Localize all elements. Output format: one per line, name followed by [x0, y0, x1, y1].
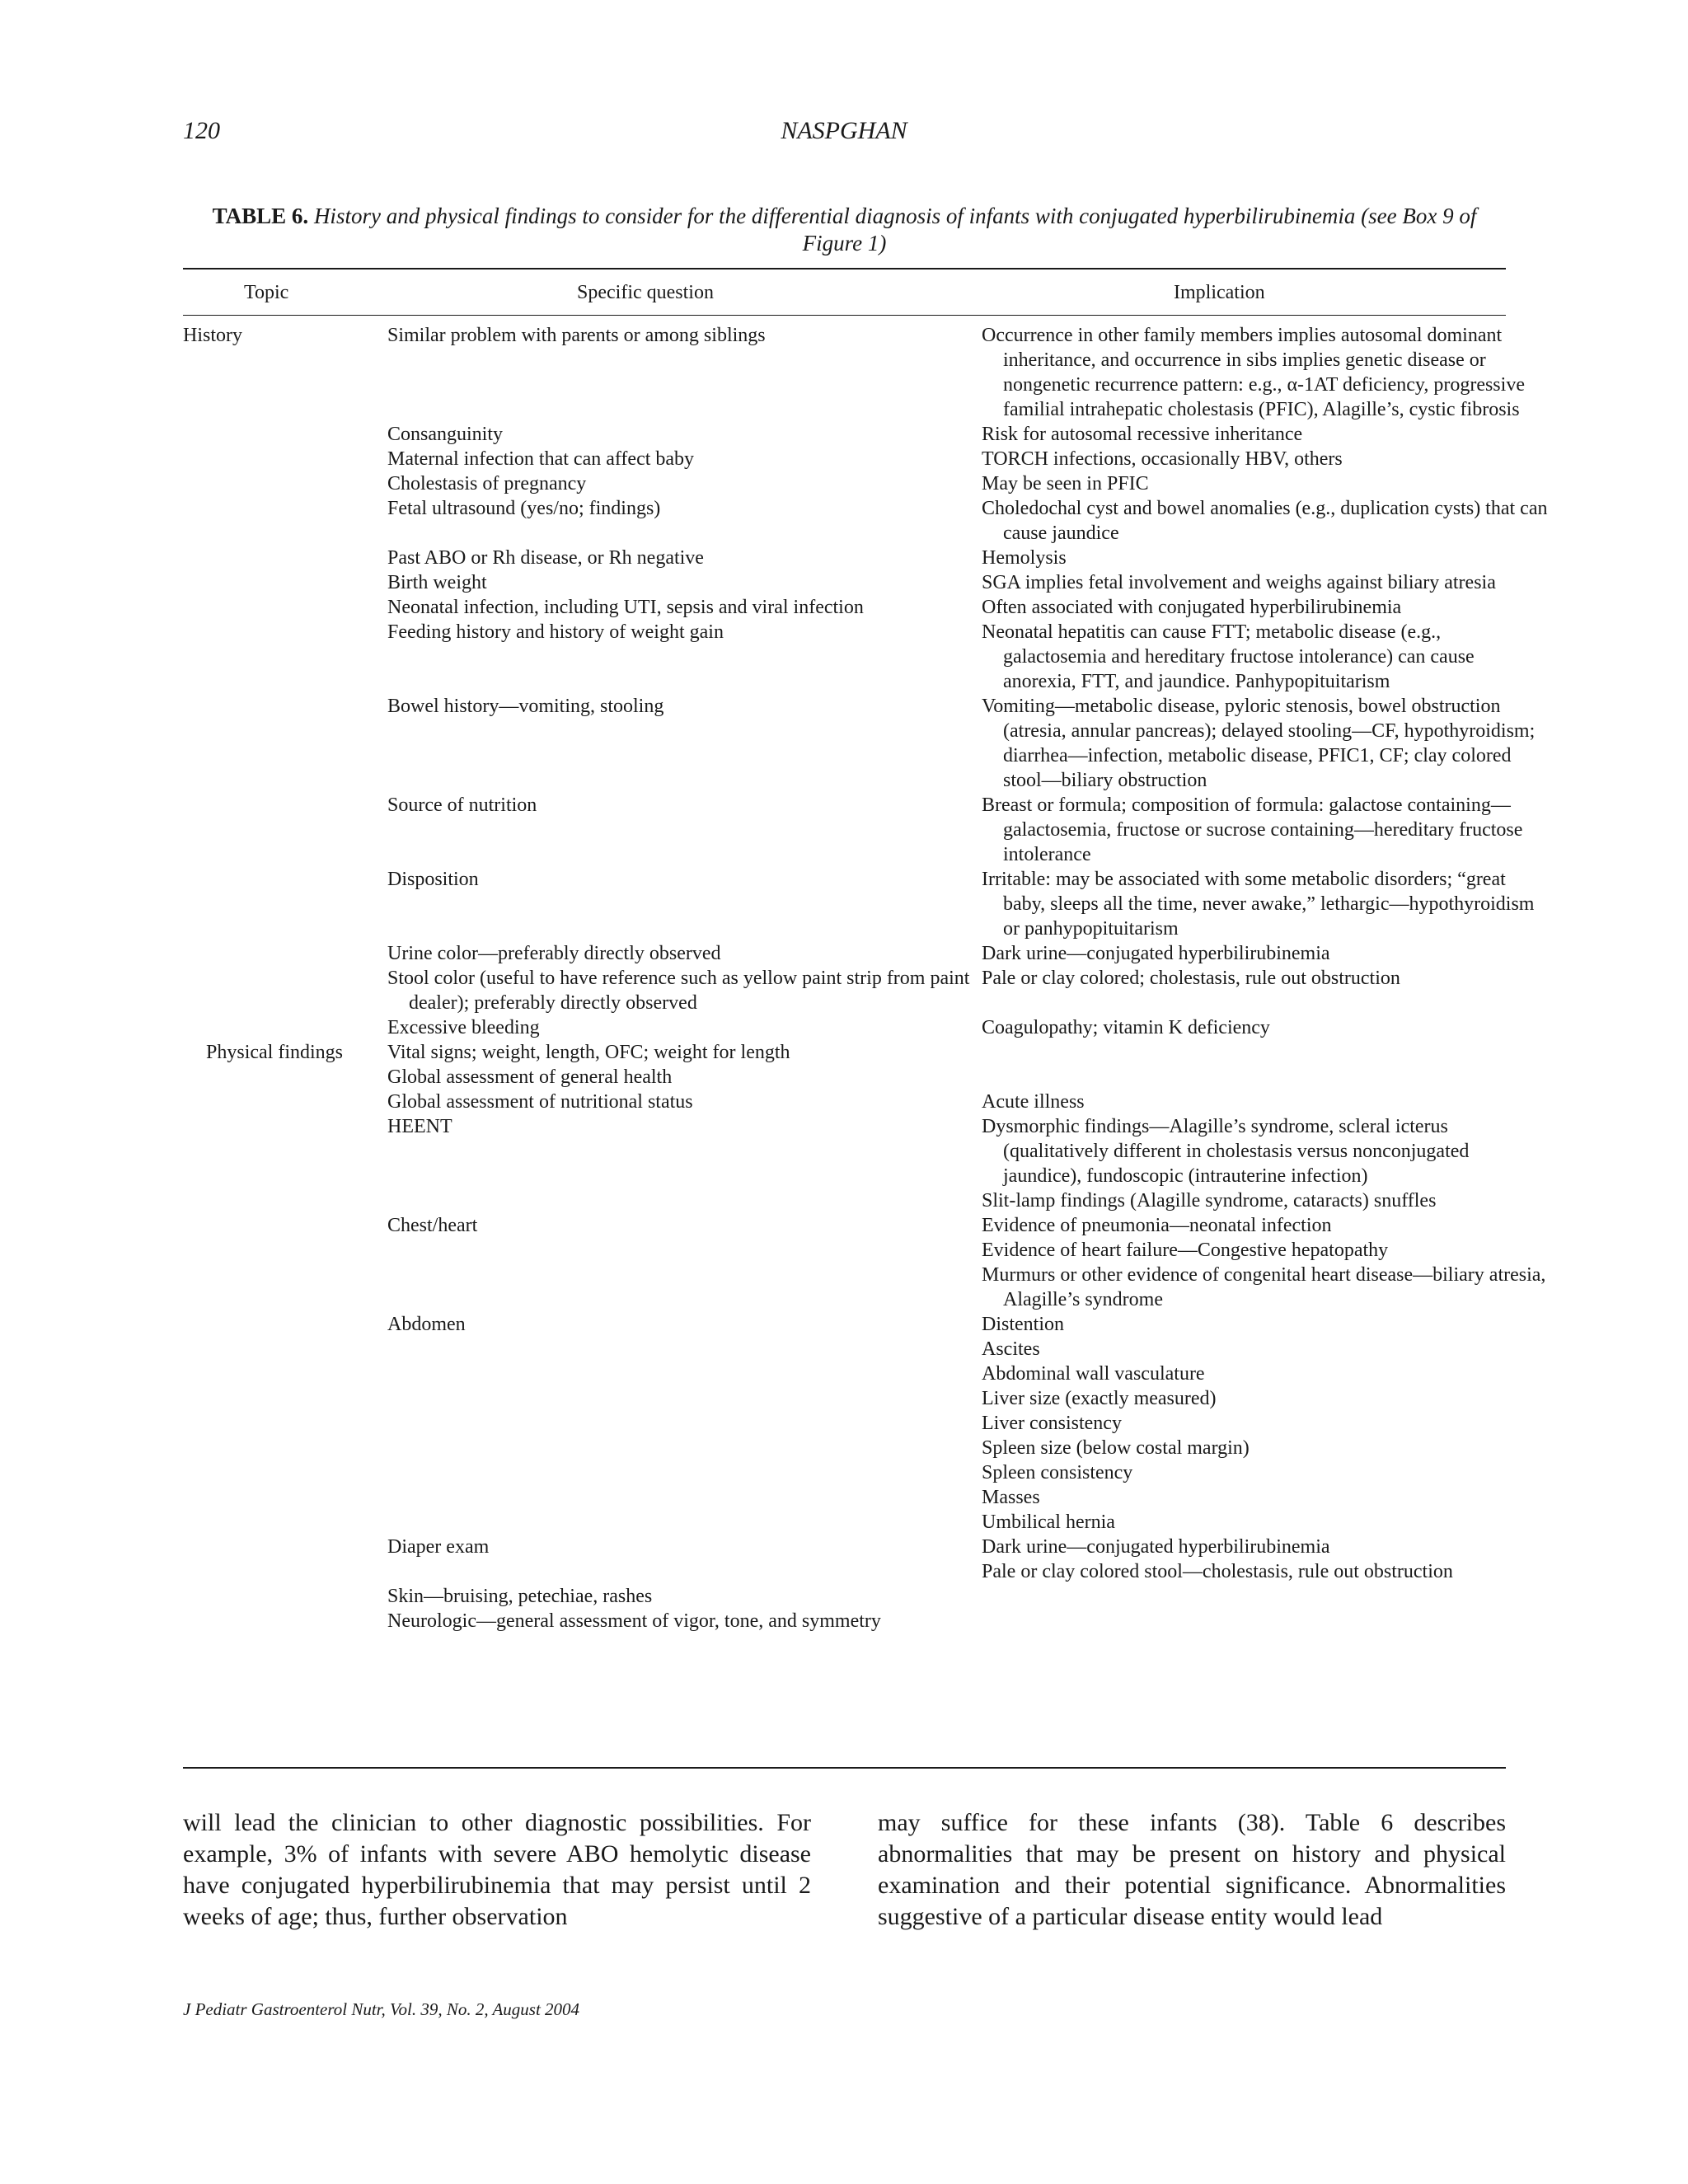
cell-implication: Hemolysis — [982, 547, 1067, 569]
table-row — [183, 1114, 1506, 1188]
cell-specific-question: Global assessment of general health — [387, 1066, 673, 1088]
cell-implication: Vomiting—metabolic disease, pyloric stenosis, bowel obstruction (atresia, annular pancreas); delayed stooling—CF, hypothyroidism; diarrhea—infection, metabolic disease, PFIC1, CF; clay colored stool—biliary obstruction — [982, 696, 1536, 791]
cell-implication: Dysmorphic findings—Alagille’s syndrome, scleral icterus (qualitatively different in cholestasis versus nonconjugated jaundice), fundoscopic (intrauterine infection) — [982, 1116, 1470, 1187]
running-head: NASPGHAN — [781, 117, 907, 144]
cell-specific-question — [387, 1386, 982, 1411]
cell-implication: Spleen consistency — [982, 1462, 1133, 1483]
cell-implication: Abdominal wall vasculature — [982, 1363, 1205, 1385]
cell-specific-question: Bowel history—vomiting, stooling — [387, 696, 664, 717]
table-row — [183, 323, 1525, 422]
cell-topic — [183, 1312, 387, 1337]
cell-implication: Murmurs or other evidence of congenital heart disease—biliary atresia, Alagille’s syndrome — [982, 1264, 1546, 1310]
cell-topic — [183, 694, 387, 793]
cell-implication — [982, 1609, 1549, 1633]
cell-implication: Occurrence in other family members implies autosomal dominant inheritance, and occurrence in sibs implies genetic disease or nongenetic recurrence pattern: e.g., α-1AT deficiency, progressive familial intrahepatic cholestasis (PFIC), Alagille’s, cystic fibrosis — [982, 325, 1525, 420]
table-row — [183, 1436, 1506, 1460]
cell-specific-question: Neonatal infection, including UTI, sepsis and viral infection — [387, 597, 864, 618]
column-header-implication: Implication — [1174, 282, 1265, 303]
table-row — [183, 793, 1523, 867]
cell-specific-question: Maternal infection that can affect baby — [387, 448, 695, 470]
table-row — [183, 1510, 1506, 1535]
cell-specific-question — [387, 1188, 982, 1213]
cell-topic — [183, 595, 387, 620]
cell-specific-question: Vital signs; weight, length, OFC; weight for length — [387, 1042, 790, 1063]
table-row — [183, 1361, 1506, 1386]
cell-implication: Irritable: may be associated with some metabolic disorders; “great baby, sleeps all the time, never awake,” lethargic—hypothyroidism or panhypopituitarism — [982, 869, 1535, 940]
cell-implication: SGA implies fetal involvement and weighs against biliary atresia — [982, 572, 1496, 593]
cell-specific-question — [387, 1460, 982, 1485]
column-header-topic: Topic — [244, 282, 289, 303]
cell-specific-question — [387, 1238, 982, 1263]
cell-implication: Coagulopathy; vitamin K deficiency — [982, 1017, 1270, 1038]
table-row — [183, 546, 1506, 570]
table-row — [183, 1090, 1506, 1114]
cell-specific-question: Birth weight — [387, 572, 487, 593]
cell-topic — [183, 1559, 387, 1584]
cell-specific-question: Urine color—preferably directly observed — [387, 943, 721, 964]
cell-implication: Slit-lamp findings (Alagille syndrome, cataracts) snuffles — [982, 1190, 1437, 1212]
table-row — [183, 496, 1548, 546]
cell-implication: Umbilical hernia — [982, 1511, 1115, 1533]
page-number: 120 — [183, 117, 220, 144]
table-caption-text: History and physical findings to consider for the differential diagnosis of infants with conjugated hyperbilirubinemia (see Box 9 of Figure 1) — [313, 204, 1477, 255]
cell-topic — [183, 1436, 387, 1460]
cell-specific-question: Feeding history and history of weight gain — [387, 621, 724, 643]
table-row — [183, 1238, 1506, 1263]
table-row — [183, 1411, 1506, 1436]
table-row — [183, 471, 1506, 496]
table-row — [183, 1460, 1506, 1485]
cell-topic — [183, 1609, 387, 1633]
cell-topic — [183, 867, 387, 941]
cell-implication: Breast or formula; composition of formula: galactose containing—galactosemia, fructose or sucrose containing—hereditary fructose intolerance — [982, 794, 1523, 865]
cell-specific-question: Consanguinity — [387, 424, 504, 445]
table-row — [183, 1337, 1506, 1361]
cell-specific-question: Disposition — [387, 869, 479, 890]
cell-implication: Risk for autosomal recessive inheritance — [982, 424, 1303, 445]
cell-topic — [183, 1188, 387, 1213]
cell-topic — [183, 496, 387, 546]
table-row — [183, 1609, 1506, 1633]
cell-specific-question: Abdomen — [387, 1314, 466, 1335]
table-row — [183, 1559, 1506, 1584]
cell-specific-question — [387, 1263, 982, 1312]
cell-specific-question: Past ABO or Rh disease, or Rh negative — [387, 547, 704, 569]
cell-implication: Dark urine—conjugated hyperbilirubinemia — [982, 943, 1330, 964]
cell-topic — [183, 1263, 387, 1312]
table-row — [183, 966, 1506, 1015]
cell-topic — [183, 1386, 387, 1411]
cell-topic — [183, 1065, 387, 1090]
cell-implication: Dark urine—conjugated hyperbilirubinemia — [982, 1536, 1330, 1558]
table-row — [183, 1263, 1546, 1312]
cell-topic — [183, 1213, 387, 1238]
cell-specific-question: Global assessment of nutritional status — [387, 1091, 693, 1113]
table-header-rule — [183, 315, 1506, 316]
table-row — [183, 595, 1506, 620]
cell-implication: Liver size (exactly measured) — [982, 1388, 1217, 1409]
cell-specific-question: Skin—bruising, petechiae, rashes — [387, 1586, 653, 1607]
cell-topic — [183, 1361, 387, 1386]
table-row — [183, 1386, 1506, 1411]
cell-topic — [183, 570, 387, 595]
cell-implication: Spleen size (below costal margin) — [982, 1437, 1250, 1459]
cell-specific-question: HEENT — [387, 1116, 452, 1137]
cell-specific-question: Cholestasis of pregnancy — [387, 473, 587, 494]
cell-implication — [982, 1584, 1549, 1609]
cell-implication: Evidence of heart failure—Congestive hepatopathy — [982, 1240, 1389, 1261]
cell-specific-question — [387, 1337, 982, 1361]
cell-topic — [183, 793, 387, 867]
journal-footer: J Pediatr Gastroenterol Nutr, Vol. 39, No. 2, August 2004 — [183, 1999, 580, 2019]
cell-topic: Physical findings — [206, 1042, 343, 1063]
cell-implication: Often associated with conjugated hyperbilirubinemia — [982, 597, 1402, 618]
table-top-rule — [183, 268, 1506, 269]
cell-specific-question — [387, 1485, 982, 1510]
table-row — [183, 1040, 1506, 1065]
cell-topic — [183, 941, 387, 966]
cell-specific-question: Source of nutrition — [387, 794, 537, 816]
table-row — [183, 1065, 1506, 1090]
cell-implication: Pale or clay colored stool—cholestasis, rule out obstruction — [982, 1561, 1453, 1582]
table-row — [183, 620, 1506, 694]
cell-implication: May be seen in PFIC — [982, 473, 1149, 494]
cell-implication: Acute illness — [982, 1091, 1085, 1113]
table-row — [183, 1535, 1506, 1559]
table-row — [183, 1188, 1506, 1213]
cell-topic — [183, 1114, 387, 1188]
body-text-right-column: may suffice for these infants (38). Table 6 describes abnormalities that may be present on history and physical examination and their potential significance. Abnormalities suggestive of a particular disease entity would lead — [878, 1809, 1506, 1930]
cell-implication: Pale or clay colored; cholestasis, rule out obstruction — [982, 968, 1400, 989]
cell-topic — [183, 1337, 387, 1361]
cell-topic — [183, 1090, 387, 1114]
cell-topic — [183, 471, 387, 496]
cell-topic — [183, 620, 387, 694]
cell-implication: TORCH infections, occasionally HBV, others — [982, 448, 1343, 470]
cell-implication — [982, 1040, 1549, 1065]
table-row — [183, 1015, 1506, 1040]
cell-topic — [183, 546, 387, 570]
cell-topic — [183, 1460, 387, 1485]
table-row — [183, 447, 1506, 471]
cell-topic — [183, 1584, 387, 1609]
cell-topic — [183, 1485, 387, 1510]
cell-specific-question: Diaper exam — [387, 1536, 490, 1558]
cell-implication: Ascites — [982, 1338, 1040, 1360]
cell-topic — [183, 422, 387, 447]
cell-implication: Liver consistency — [982, 1413, 1122, 1434]
cell-specific-question — [387, 1510, 982, 1535]
cell-specific-question: Stool color (useful to have reference such as yellow paint strip from paint dealer); preferably directly observed — [387, 968, 970, 1014]
cell-topic — [183, 1535, 387, 1559]
cell-topic — [183, 1238, 387, 1263]
cell-implication: Evidence of pneumonia—neonatal infection — [982, 1215, 1332, 1236]
table-row — [183, 867, 1535, 941]
table-label: TABLE 6. — [212, 204, 309, 228]
table-row — [183, 570, 1506, 595]
cell-implication: Neonatal hepatitis can cause FTT; metabolic disease (e.g., galactosemia and hereditary fructose intolerance) can cause anorexia, FTT, and jaundice. Panhypopituitarism — [982, 621, 1475, 692]
cell-specific-question: Fetal ultrasound (yes/no; findings) — [387, 498, 661, 519]
body-text-left-column: will lead the clinician to other diagnostic possibilities. For example, 3% of infants with severe ABO hemolytic disease have conjugated hyperbilirubinemia that may persist until 2 weeks of age; thus, further observation — [183, 1809, 811, 1930]
cell-topic: History — [183, 325, 242, 346]
cell-specific-question — [387, 1436, 982, 1460]
cell-topic — [183, 1510, 387, 1535]
table-row — [183, 422, 1506, 447]
cell-topic — [183, 966, 387, 1015]
cell-specific-question: Neurologic—general assessment of vigor, tone, and symmetry — [387, 1610, 881, 1632]
table-row — [183, 941, 1506, 966]
cell-topic — [183, 1015, 387, 1040]
cell-specific-question — [387, 1411, 982, 1436]
cell-specific-question — [387, 1559, 982, 1584]
table-row — [183, 1213, 1506, 1238]
table-caption — [183, 203, 1506, 257]
table-row — [183, 1312, 1506, 1337]
cell-specific-question: Similar problem with parents or among siblings — [387, 325, 766, 346]
table-bottom-rule — [183, 1767, 1506, 1769]
column-header-question: Specific question — [577, 282, 714, 303]
cell-implication: Distention — [982, 1314, 1064, 1335]
cell-topic — [183, 1411, 387, 1436]
cell-topic — [183, 447, 387, 471]
table-body — [183, 323, 1548, 1633]
table-row — [183, 1485, 1506, 1510]
cell-specific-question: Chest/heart — [387, 1215, 478, 1236]
cell-specific-question — [387, 1361, 982, 1386]
cell-implication: Masses — [982, 1487, 1040, 1508]
table-row — [183, 694, 1536, 793]
table-row — [183, 1584, 1506, 1609]
cell-implication — [982, 1065, 1549, 1090]
cell-implication: Choledochal cyst and bowel anomalies (e.g., duplication cysts) that can cause jaundice — [982, 498, 1548, 544]
cell-specific-question: Excessive bleeding — [387, 1017, 540, 1038]
